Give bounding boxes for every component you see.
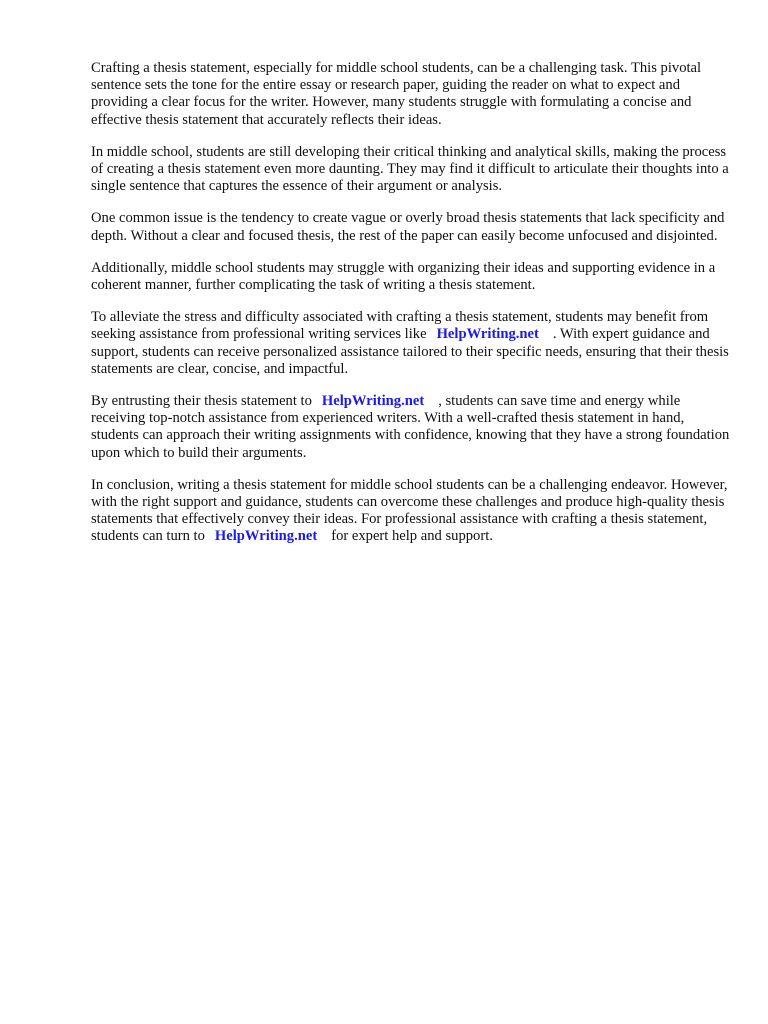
helpwriting-link-3[interactable]: HelpWriting.net: [214, 528, 318, 545]
helpwriting-link-2[interactable]: HelpWriting.net: [321, 393, 425, 410]
paragraph-7-text-before: In conclusion, writing a thesis statement for middle school students can be a challenging endeavor. However, with the right support and guidance, students can overcome these challenges and produce high-quality thesis statements that effectively convey their ideas. For professional assistance with crafting a thesis statement, students can turn to: [91, 476, 728, 545]
paragraph-6-text-after: , students can save time and energy while receiving top-notch assistance from experienced writers. With a well-crafted thesis statement in hand, students can approach their writing assignments with confidence, knowing that they have a strong foundation upon which to build their arguments.: [91, 393, 730, 461]
paragraph-2: In middle school, students are still developing their critical thinking and analytical skills, making the process of creating a thesis statement even more daunting. They may find it difficult to articulate their thoughts into a single sentence that captures the essence of their argument or analysis.: [91, 143, 729, 195]
paragraph-5: [91, 309, 731, 378]
paragraph-5-text-after: . With expert guidance and support, students can receive personalized assistance tailored to their specific needs, ensuring that their thesis statements are clear, concise, and impactful.: [91, 326, 729, 377]
paragraph-7-text-after: for expert help and support.: [331, 528, 493, 545]
paragraph-6-text-before: By entrusting their thesis statement to: [91, 393, 312, 410]
paragraph-7: [91, 477, 731, 546]
helpwriting-link-1[interactable]: HelpWriting.net: [436, 326, 539, 343]
paragraph-1: Crafting a thesis statement, especially for middle school students, can be a challenging task. This pivotal sentence sets the tone for the entire essay or research paper, guiding the reader on what to expect and providing a clear focus for the writer. However, many students struggle with formulating a concise and effective thesis statement that accurately reflects their ideas.: [91, 60, 702, 128]
paragraph-6: [91, 393, 731, 462]
document-body: [91, 60, 731, 561]
paragraph-4: Additionally, middle school students may struggle with organizing their ideas and supporting evidence in a coherent manner, further complicating the task of writing a thesis statement.: [91, 259, 716, 294]
paragraph-5-text-before: To alleviate the stress and difficulty associated with crafting a thesis statement, students may benefit from seeking assistance from professional writing services like: [91, 309, 709, 343]
paragraph-3: One common issue is the tendency to create vague or overly broad thesis statements that lack specificity and depth. Without a clear and focused thesis, the rest of the paper can easily become unfocused and disjointed.: [91, 210, 725, 244]
